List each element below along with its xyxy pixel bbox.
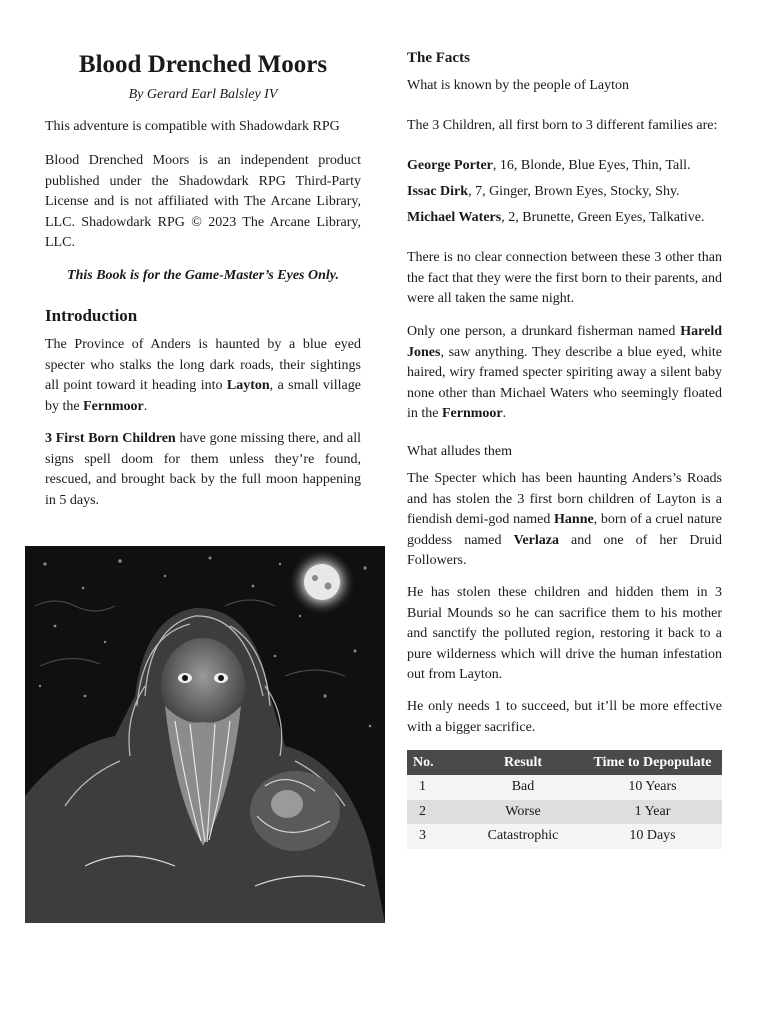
- introduction-heading: Introduction: [45, 306, 138, 325]
- table-row: 3 Catastrophic 10 Days: [407, 824, 722, 849]
- alludes-heading: What alludes them: [407, 444, 512, 459]
- layton-term: Layton: [226, 378, 270, 393]
- column-header-time: Time to Depopulate: [583, 750, 722, 775]
- specter-illustration: [25, 546, 385, 923]
- license-paragraph: Blood Drenched Moors is an independent product published under the Shadowdark RPG Third-Party License and is not affiliated with The Arcane Library, LLC. Shadowdark RPG © 2023 The Arcane Library, LLC.: [45, 153, 361, 250]
- author-byline: By Gerard Earl Balsley IV: [128, 87, 278, 102]
- fernmoor-term: Fernmoor: [83, 398, 144, 414]
- gm-only-note: This Book is for the Game-Master’s Eyes Only.: [67, 268, 339, 283]
- intro-paragraph-1: The Province of Anders is haunted by a blue eyed specter who stalks the long dark roads, their sightings all point toward it heading into Layton, a small village by the Fernmoor.: [45, 337, 361, 414]
- table-header-row: [407, 750, 722, 775]
- table-row: 1 Bad 10 Years: [407, 775, 722, 800]
- mounds-paragraph: He has stolen these children and hidden them in 3 Burial Mounds so he can sacrifice them to his mother and sanctify the polluted region, restoring it back to a pure wilderness which will drive the human infestation out from Layton.: [407, 585, 722, 682]
- child-michael: Michael Waters, 2, Brunette, Green Eyes, Talkative.: [407, 210, 705, 225]
- compatibility-note: This adventure is compatible with Shadowdark RPG: [45, 119, 340, 134]
- child-issac: Issac Dirk, 7, Ginger, Brown Eyes, Stocky, Shy.: [407, 184, 680, 199]
- specter-drawing: [25, 546, 385, 923]
- column-header-result: Result: [463, 750, 583, 775]
- no-connection-paragraph: There is no clear connection between these 3 other than the fact that they were the first born to their parents, and were all taken the same night.: [407, 250, 722, 306]
- first-born-term: 3 First Born Children: [45, 431, 176, 446]
- table-row: 2 Worse 1 Year: [407, 800, 722, 825]
- page-title: Blood Drenched Moors: [78, 51, 328, 78]
- specter-paragraph: The Specter which has been haunting Anders’s Roads and has stolen the 3 first born children of Layton is a fiendish demi-god named Hanne, born of a cruel nature goddess named Verlaza and one of her Druid Followers.: [407, 471, 723, 568]
- known-heading: What is known by the people of Layton: [407, 78, 630, 93]
- column-header-no: No.: [407, 750, 463, 775]
- children-intro: The 3 Children, all first born to 3 different families are:: [407, 118, 718, 133]
- depopulation-table: [407, 750, 722, 849]
- child-george: George Porter, 16, Blonde, Blue Eyes, Thin, Tall.: [407, 158, 691, 173]
- witness-paragraph: Only one person, a drunkard fisherman named Hareld Jones, saw anything. They describe a blue eyed, white haired, wiry framed specter spiriting away a silent baby none other than Michael Waters who seemingly floated in the Fernmoor.: [407, 324, 722, 421]
- intro-paragraph-2: 3 First Born Children have gone missing there, and all signs spell doom for them unless they’re found, rescued, and brought back by the full moon happening in 5 days.: [45, 431, 361, 508]
- needs-paragraph: He only needs 1 to succeed, but it’ll be more effective with a bigger sacrifice.: [407, 699, 722, 735]
- facts-heading: The Facts: [407, 50, 470, 66]
